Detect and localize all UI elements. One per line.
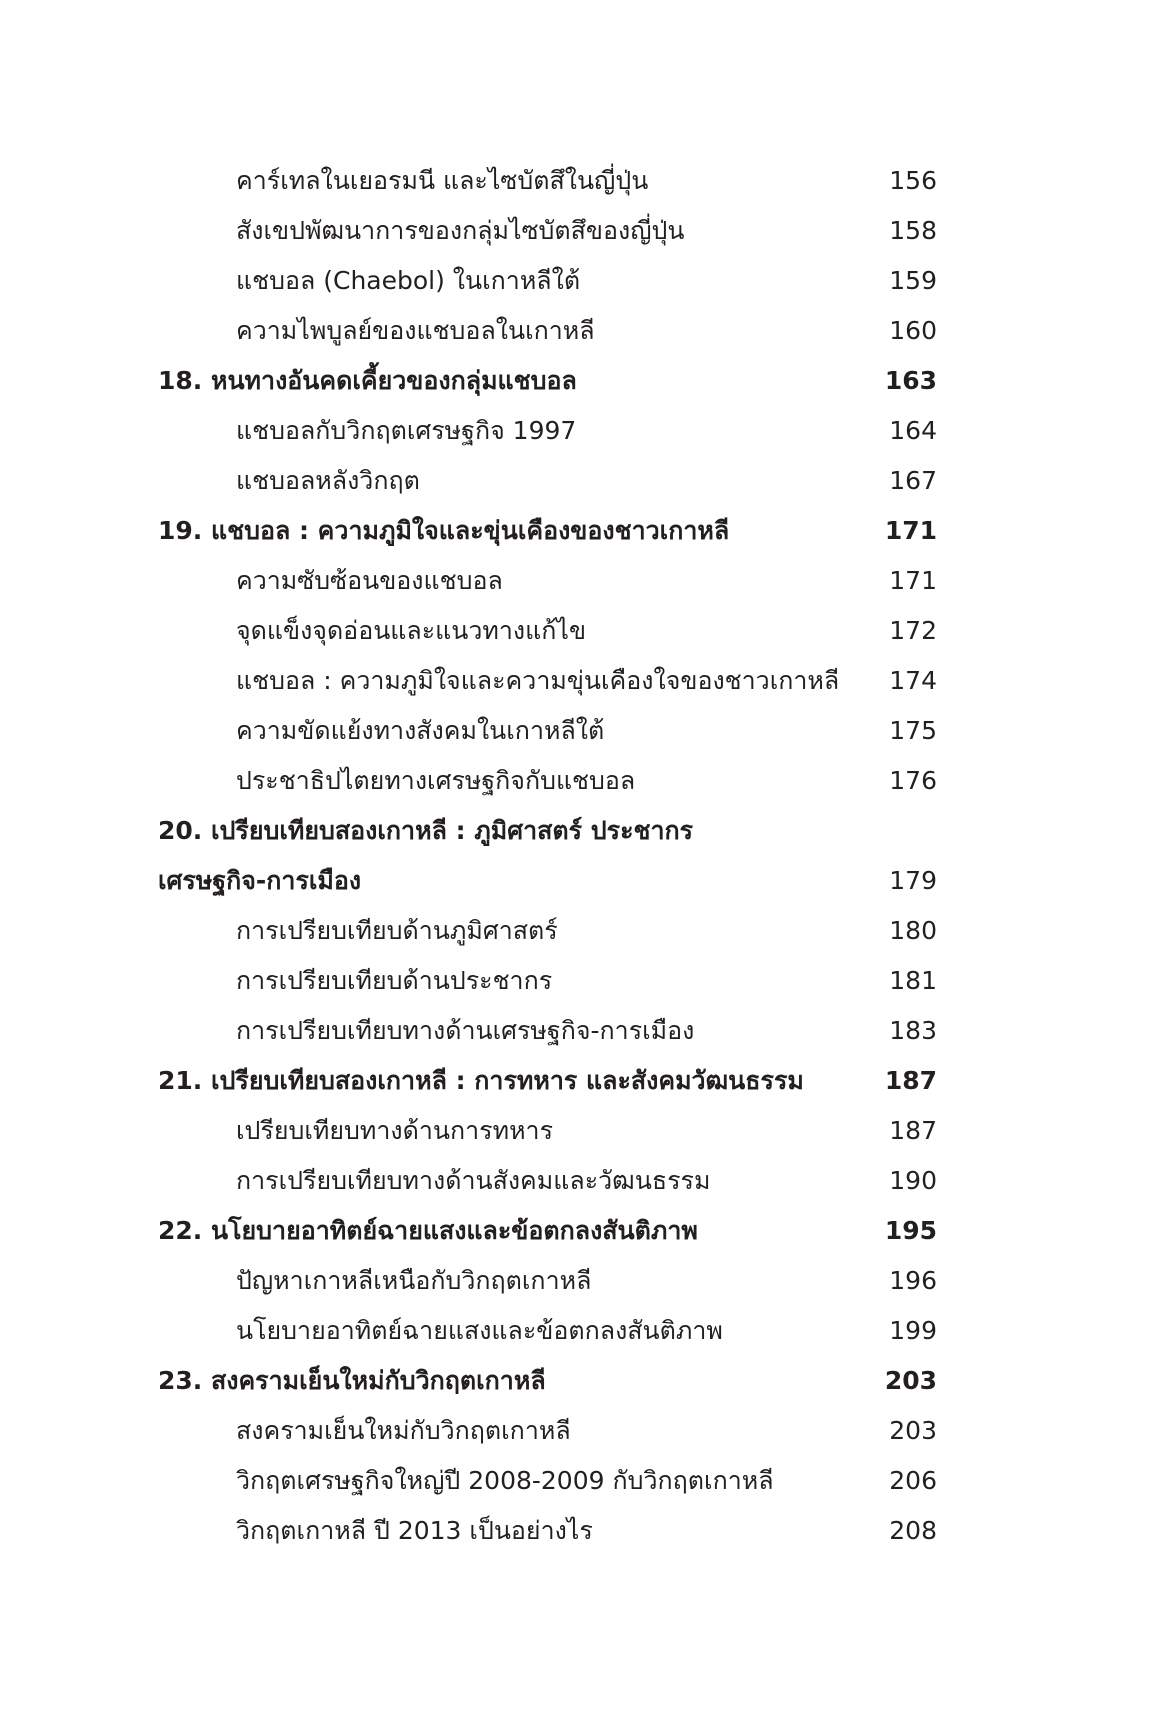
toc-section-title: การเปรียบเทียบด้านประชากร <box>236 966 553 995</box>
toc-section-title: เปรียบเทียบทางด้านการทหาร <box>236 1116 554 1145</box>
toc-chapter-title: 20. เปรียบเทียบสองเกาหลี : ภูมิศาสตร์ ประชากร <box>158 816 694 845</box>
toc-section-row <box>0 1156 1150 1206</box>
toc-chapter-row <box>0 856 1150 906</box>
toc-chapter-row <box>0 1206 1150 1256</box>
toc-section-row <box>0 956 1150 1006</box>
toc-page-number: 181 <box>889 966 937 995</box>
toc-section-row <box>0 1306 1150 1356</box>
toc-section-title: แชบอล : ความภูมิใจและความขุ่นเคืองใจของชาวเกาหลี <box>236 666 840 695</box>
toc-section-title: สังเขปพัฒนาการของกลุ่มไซบัตสึของญี่ปุ่น <box>236 216 685 245</box>
toc-section-title: คาร์เทลในเยอรมนี และไซบัตสึในญี่ปุ่น <box>236 166 649 195</box>
toc-page-number: 187 <box>884 1066 937 1095</box>
toc-chapter-row <box>0 356 1150 406</box>
toc-section-title: นโยบายอาทิตย์ฉายแสงและข้อตกลงสันติภาพ <box>236 1316 723 1345</box>
toc-section-title: แชบอลกับวิกฤตเศรษฐกิจ 1997 <box>236 416 577 445</box>
toc-section-row <box>0 156 1150 206</box>
toc-page-number: 156 <box>889 166 937 195</box>
toc-section-title: ความไพบูลย์ของแชบอลในเกาหลี <box>236 316 595 345</box>
toc-section-title: สงครามเย็นใหม่กับวิกฤตเกาหลี <box>236 1416 571 1445</box>
toc-section-row <box>0 1256 1150 1306</box>
toc-page-number: 199 <box>889 1316 937 1345</box>
toc-section-row <box>0 206 1150 256</box>
toc-chapter-row <box>0 1056 1150 1106</box>
toc-section-title: ประชาธิปไตยทางเศรษฐกิจกับแชบอล <box>236 766 636 795</box>
toc-section-title: การเปรียบเทียบทางด้านเศรษฐกิจ-การเมือง <box>236 1016 695 1045</box>
toc-chapter-title: 21. เปรียบเทียบสองเกาหลี : การทหาร และสังคมวัฒนธรรม <box>158 1066 804 1095</box>
toc-page-number: 180 <box>889 916 937 945</box>
toc-page-number: 174 <box>889 666 937 695</box>
toc-section-row <box>0 406 1150 456</box>
toc-section-row <box>0 1006 1150 1056</box>
toc-page-number: 183 <box>889 1016 937 1045</box>
toc-page-number: 176 <box>889 766 937 795</box>
toc-section-row <box>0 1106 1150 1156</box>
toc-page-number: 179 <box>889 866 937 895</box>
toc-page-number: 196 <box>889 1266 937 1295</box>
toc-section-row <box>0 556 1150 606</box>
toc-section-title: ปัญหาเกาหลีเหนือกับวิกฤตเกาหลี <box>236 1266 592 1295</box>
toc-page-number: 171 <box>889 566 937 595</box>
toc-page-number: 158 <box>889 216 937 245</box>
toc-chapter-row <box>0 806 1150 856</box>
toc-page-number: 160 <box>889 316 937 345</box>
toc-page-number: 206 <box>889 1466 937 1495</box>
toc-section-row <box>0 1506 1150 1556</box>
toc-section-row <box>0 906 1150 956</box>
toc-section-title: แชบอล (Chaebol) ในเกาหลีใต้ <box>236 266 581 295</box>
toc-page-number: 175 <box>889 716 937 745</box>
toc-section-row <box>0 456 1150 506</box>
toc-section-row <box>0 306 1150 356</box>
toc-chapter-row <box>0 1356 1150 1406</box>
toc-section-row <box>0 1406 1150 1456</box>
toc-section-title: วิกฤตเศรษฐกิจใหญ่ปี 2008-2009 กับวิกฤตเกาหลี <box>236 1466 774 1495</box>
toc-page-number: 172 <box>889 616 937 645</box>
toc-chapter-title: 23. สงครามเย็นใหม่กับวิกฤตเกาหลี <box>158 1366 546 1395</box>
toc-page-number: 195 <box>884 1216 937 1245</box>
toc-page-number: 187 <box>889 1116 937 1145</box>
toc-section-title: ความซับซ้อนของแชบอล <box>236 566 503 595</box>
toc-page-number: 163 <box>884 366 937 395</box>
toc-section-row <box>0 606 1150 656</box>
toc-section-row <box>0 706 1150 756</box>
toc-page-number: 190 <box>889 1166 937 1195</box>
toc-chapter-title: เศรษฐกิจ-การเมือง <box>158 866 362 895</box>
toc-section-title: จุดแข็งจุดอ่อนและแนวทางแก้ไข <box>236 616 587 645</box>
toc-section-title: วิกฤตเกาหลี ปี 2013 เป็นอย่างไร <box>236 1516 593 1545</box>
toc-page-number: 167 <box>889 466 937 495</box>
toc-chapter-title: 22. นโยบายอาทิตย์ฉายแสงและข้อตกลงสันติภาพ <box>158 1216 698 1245</box>
toc-chapter-title: 18. หนทางอันคดเคี้ยวของกลุ่มแชบอล <box>158 366 577 395</box>
toc-section-row <box>0 656 1150 706</box>
toc-section-row <box>0 256 1150 306</box>
toc-page-number: 171 <box>884 516 937 545</box>
toc-page-number: 164 <box>889 416 937 445</box>
toc-chapter-title: 19. แชบอล : ความภูมิใจและขุ่นเคืองของชาวเกาหลี <box>158 516 730 545</box>
toc-section-row <box>0 1456 1150 1506</box>
toc-section-title: การเปรียบเทียบทางด้านสังคมและวัฒนธรรม <box>236 1166 711 1195</box>
toc-page-number: 203 <box>889 1416 937 1445</box>
toc-page-number: 203 <box>884 1366 937 1395</box>
toc-chapter-row <box>0 506 1150 556</box>
toc-section-title: การเปรียบเทียบด้านภูมิศาสตร์ <box>236 916 558 945</box>
table-of-contents <box>0 156 1150 1556</box>
toc-section-row <box>0 756 1150 806</box>
toc-section-title: ความขัดแย้งทางสังคมในเกาหลีใต้ <box>236 716 605 745</box>
toc-page-number: 159 <box>889 266 937 295</box>
toc-page-number: 208 <box>889 1516 937 1545</box>
toc-section-title: แชบอลหลังวิกฤต <box>236 466 420 495</box>
